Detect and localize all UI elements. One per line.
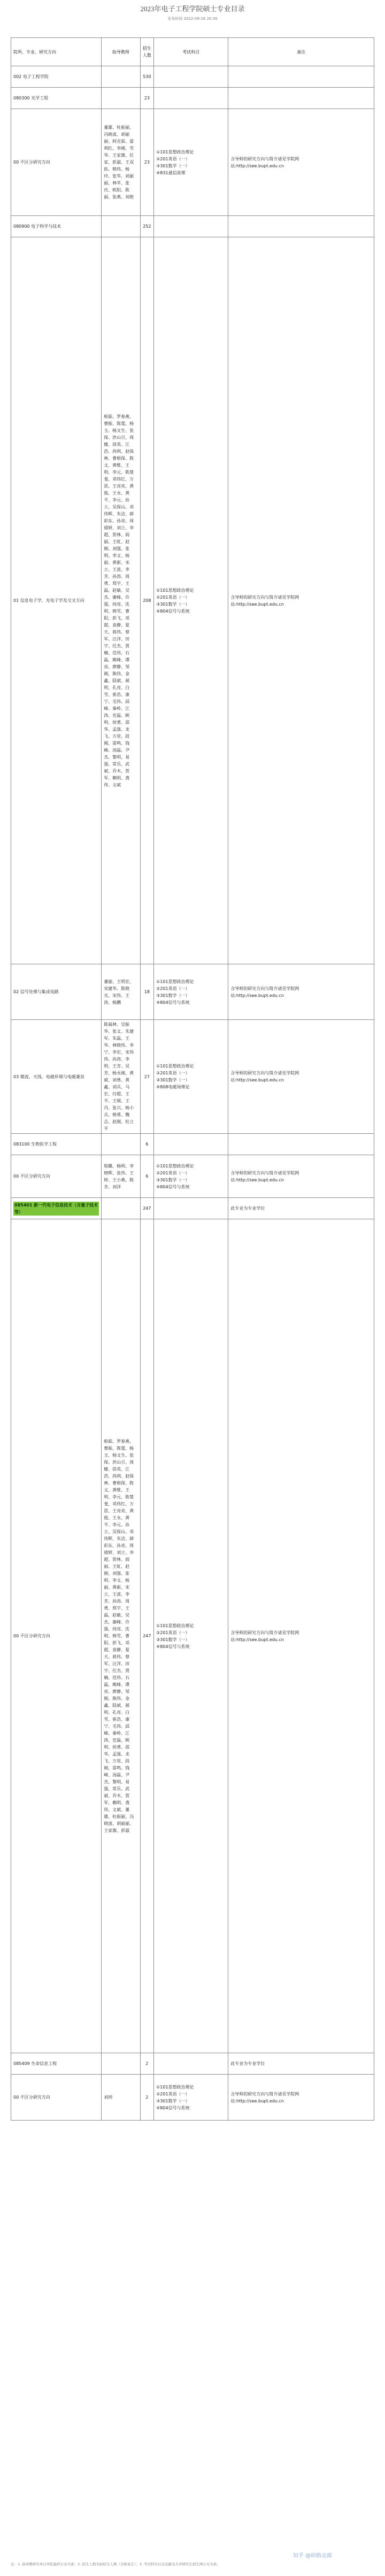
remark-line: 站:http://see.bupt.edu.cn: [230, 2098, 284, 2103]
column-header: 考试科目: [154, 38, 228, 66]
enrollment-count-cell: 2: [140, 2075, 154, 2121]
table-row: [11, 1020, 374, 1134]
exam-subject-line: ④831通信原理: [156, 170, 186, 175]
tutor-list-cell: 刘玥: [102, 2075, 140, 2121]
tutor-list-cell: [102, 1134, 140, 1155]
enrollment-count-cell: 27: [140, 1020, 154, 1134]
tutor-list-cell: 程璐、杨明、李晓辉、张伟、王婷、王小燕、陈芳、刘洋: [102, 1155, 140, 1198]
table-row: [11, 1155, 374, 1198]
tutor-list-cell: [102, 2053, 140, 2075]
program-name-cell: [11, 1198, 102, 1219]
program-name-cell: 00 不区分研究方向: [11, 109, 102, 216]
exam-subject-line: ①101思想政治理论: [156, 1163, 194, 1169]
exam-subject-line: ④808电磁场理论: [156, 1085, 190, 1089]
remark-line: 站:http://see.bupt.edu.cn: [230, 1177, 284, 1182]
exam-subject-line: ④804信号与系统: [156, 1184, 190, 1189]
remarks-cell: [228, 964, 374, 1020]
exam-subjects-cell: [154, 964, 228, 1020]
page-title: 2023年电子工程学院硕士专业目录: [140, 5, 245, 13]
exam-subject-line: ②201英语（一）: [156, 1071, 190, 1076]
enrollment-count-cell: 530: [140, 66, 154, 88]
exam-subjects-cell: [154, 1020, 228, 1134]
remark-line: 站:http://see.bupt.edu.cn: [230, 1078, 284, 1082]
table-row: [11, 216, 374, 237]
tutor-list-cell: 董丽、王明宏、宋建华、陈晓光、宋伟、王涛、杨鹏: [102, 964, 140, 1020]
remarks-cell: [228, 88, 374, 109]
tutor-list-cell: 帕茹、罗春燕、曹振、陈霆、杨玉、杨文生、张保、洪山旦、周健、徐英、江浩、尚利、赵保林、曹根保、陈文、黄维、王明、李元、陈楚斐、邓伟红、万思、王亮亮、黄俊、王永、黄平、李元、孙立、吴保山、邓伟辉、朱洁、薛彩东、孙亮、周倩妍、刘立、李超、贺林、阎丽、王虹、赵刚、刘强、张明、李文、杨丽、黄新、宋立、王波、李芳、孙涛、周勇、郑宇、王磊、赵敏、吴杰、谢峰、许强、何亮、沈明、韩雪、曹阳、彭飞、邓超、袁静、夏天、蒋伟、蔡军、汪洋、田宇、任杰、贾楠、范伟、石磊、姚峰、谭亮、廖静、邹刚、熊伟、金鑫、陆斌、郝明、孔亮、白雪、崔浩、康宁、毛伟、邱峰、秦岭、江涛、史磊、顾明、侯勇、邵华、孟强、龙飞、万里、段刚、雷鸣、钱峰、汤磊、尹杰、黎明、易强、常乐、武斌、乔木、贺军、赖明、龚伟、文斌、董雄、杜振丽、冯晓波、胡丽丽、王家旗、彭淑: [102, 1219, 140, 2053]
remark-line: 含导师的研究方向与简介请见学院网: [230, 986, 299, 991]
program-name-cell: 085409 生命信息工程: [11, 2053, 102, 2075]
remark-line: 含导师的研究方向与简介请见学院网: [230, 2091, 299, 2097]
table-row: [11, 2075, 374, 2121]
table-row: [11, 1198, 374, 1219]
exam-subject-line: ①101思想政治理论: [156, 149, 194, 154]
exam-subject-line: ②201英语（一）: [156, 1630, 190, 1635]
exam-subject-line: ③301数学（一）: [156, 1078, 190, 1082]
table-row: [11, 109, 374, 216]
tutor-list-cell: [102, 66, 140, 88]
footnote: 注：1. 指导教师名单以学院最终公布为准；2. 招生人数为拟招生人数（含推免生）；3. 考试科目以北京邮电大学研究生招生网公布为准。: [11, 2562, 221, 2566]
remarks-cell: [228, 1198, 374, 1219]
table-row: [11, 88, 374, 109]
remarks-cell: [228, 2053, 374, 2075]
highlighted-program-name: 085401 新一代电子信息技术（含量子技术等）: [14, 1202, 98, 1214]
exam-subject-line: ③301数学（一）: [156, 601, 190, 607]
remark-line: 含导师的研究方向与简介请见学院网: [230, 594, 299, 600]
enrollment-count-cell: 247: [140, 1198, 154, 1219]
tutor-list-cell: [102, 88, 140, 109]
enrollment-count-cell: 23: [140, 88, 154, 109]
table-row: [11, 2053, 374, 2075]
remarks-cell: [228, 1155, 374, 1198]
remarks-cell: [228, 66, 374, 88]
exam-subject-line: ②201英语（一）: [156, 156, 190, 161]
program-name-cell: 03 微波、天线、电磁环境与电磁兼容: [11, 1020, 102, 1134]
exam-subject-line: ③301数学（一）: [156, 1177, 190, 1182]
exam-subject-line: ①101思想政治理论: [156, 2084, 194, 2090]
table-header-row: [11, 38, 374, 66]
column-header: 院所、专业、研究方向: [11, 38, 102, 66]
catalog-table: [11, 37, 374, 2121]
table-row: [11, 237, 374, 964]
remark-line: 含导师的研究方向与简介请见学院网: [230, 1170, 299, 1175]
table-row: [11, 964, 374, 1020]
remark-line: 站:http://see.bupt.edu.cn: [230, 163, 284, 168]
exam-subject-line: ②201英语（一）: [156, 594, 190, 600]
exam-subject-line: ③301数学（一）: [156, 163, 190, 168]
enrollment-count-cell: 18: [140, 964, 154, 1020]
column-header: 指导教师: [102, 38, 140, 66]
program-name-cell: 00 不区分研究方向: [11, 1155, 102, 1198]
exam-subject-line: ①101思想政治理论: [156, 1064, 194, 1069]
exam-subject-line: ③301数学（一）: [156, 993, 190, 998]
remarks-cell: [228, 237, 374, 964]
watermark-text: 知乎 @研路北邮: [293, 2553, 333, 2559]
remark-line: 含导师的研究方向与简介请见学院网: [230, 156, 299, 161]
remarks-cell: [228, 2075, 374, 2121]
exam-subjects-cell: [154, 1155, 228, 1198]
enrollment-count-cell: 247: [140, 1219, 154, 2053]
exam-subject-line: ②201英语（一）: [156, 2091, 190, 2097]
remarks-cell: [228, 216, 374, 237]
program-name-cell: 00 不区分研究方向: [11, 1219, 102, 2053]
exam-subject-line: ②201英语（一）: [156, 1170, 190, 1175]
exam-subject-line: ③301数学（一）: [156, 1637, 190, 1642]
exam-subjects-cell: [154, 2053, 228, 2075]
program-name-cell: 080900 电子科学与技术: [11, 216, 102, 237]
exam-subjects-cell: [154, 109, 228, 216]
exam-subject-line: ④804信号与系统: [156, 1000, 190, 1005]
exam-subject-line: ③301数学（一）: [156, 2098, 190, 2103]
enrollment-count-cell: 2: [140, 2053, 154, 2075]
exam-subjects-cell: [154, 216, 228, 237]
exam-subject-line: ①101思想政治理论: [156, 1623, 194, 1628]
table-row: [11, 66, 374, 88]
exam-subjects-cell: [154, 237, 228, 964]
table-row: [11, 1134, 374, 1155]
remark-line: 站:http://see.bupt.edu.cn: [230, 601, 284, 607]
remark-line: 含导师的研究方向与简介请见学院网: [230, 1071, 299, 1076]
tutor-list-cell: 陈福林、吴振华、张文、朱建军、朱磊、王华、林晓伟、李宁、李宏、宋伟伟、孙涛、李明、王芳、吴芳、杨永刚、黄斌、刘勇、黄鑫、刘兵、马宏、付超、王平、王刚、王丹、张兴、杨小兵、韩勇、魏志、赵刚、杜立平: [102, 1020, 140, 1134]
remark-line: 含导师的研究方向与简介请见学院网: [230, 1630, 299, 1635]
remarks-cell: [228, 1219, 374, 2053]
exam-subjects-cell: [154, 88, 228, 109]
exam-subject-line: ①101思想政治理论: [156, 587, 194, 593]
remark-line: 站:http://see.bupt.edu.cn: [230, 993, 284, 998]
column-header: 备注: [228, 38, 374, 66]
enrollment-count-cell: 208: [140, 237, 154, 964]
exam-subject-line: ④804信号与系统: [156, 2105, 190, 2110]
remarks-cell: [228, 1020, 374, 1134]
remark-line: 此专业为专业学位: [230, 1206, 265, 1211]
remarks-cell: [228, 1134, 374, 1155]
enrollment-count-cell: 6: [140, 1134, 154, 1155]
enrollment-count-cell: 6: [140, 1155, 154, 1198]
enrollment-count-cell: 252: [140, 216, 154, 237]
exam-subjects-cell: [154, 1198, 228, 1219]
remark-line: 此专业为专业学位: [230, 2061, 265, 2066]
exam-subject-line: ④804信号与系统: [156, 608, 190, 614]
remarks-cell: [228, 109, 374, 216]
program-name-cell: 002 电子工程学院: [11, 66, 102, 88]
exam-subjects-cell: [154, 2075, 228, 2121]
remark-line: 站:http://see.bupt.edu.cn: [230, 1637, 284, 1642]
program-name-cell: 00 不区分研究方向: [11, 2075, 102, 2121]
exam-subject-line: ②201英语（一）: [156, 986, 190, 991]
exam-subjects-cell: [154, 1134, 228, 1155]
page-subtitle: 发布时间 2022-09-16 20:30: [167, 17, 218, 21]
tutor-list-cell: 董雄、杜振丽、冯晓波、胡丽丽、阿克茹、晏利红、李刚、雪华、王家旗、任家、彭淑、王双拓、韩伟、杨玲、张华、刘丽丽、林苹、张庆、欧阳、陈丽、张燕、刘艳: [102, 109, 140, 216]
enrollment-count-cell: 23: [140, 109, 154, 216]
program-name-cell: 080300 光学工程: [11, 88, 102, 109]
program-name-cell: 01 信息电子学、光电子学及交叉方向: [11, 237, 102, 964]
table-row: [11, 1219, 374, 2053]
exam-subjects-cell: [154, 66, 228, 88]
exam-subject-line: ④804信号与系统: [156, 1644, 190, 1649]
column-header: 招生人数: [140, 38, 154, 66]
tutor-list-cell: [102, 216, 140, 237]
tutor-list-cell: [102, 1198, 140, 1219]
tutor-list-cell: 帕茹、罗春燕、曹振、陈霆、杨玉、杨文生、张保、洪山旦、周健、徐英、江浩、尚利、赵保林、曹根保、陈文、黄维、王明、李元、陈楚斐、邓伟红、万思、王亮亮、黄俊、王永、黄平、李元、孙立、吴保山、邓伟辉、朱洁、薛彩东、孙亮、周倩妍、刘立、李超、贺林、阎丽、王虹、赵刚、刘强、张明、李文、杨丽、黄新、宋立、王波、李芳、孙涛、周勇、郑宇、王磊、赵敏、吴杰、谢峰、许强、何亮、沈明、韩雪、曹阳、彭飞、邓超、袁静、夏天、蒋伟、蔡军、汪洋、田宇、任杰、贾楠、范伟、石磊、姚峰、谭亮、廖静、邹刚、熊伟、金鑫、陆斌、郝明、孔亮、白雪、崔浩、康宁、毛伟、邱峰、秦岭、江涛、史磊、顾明、侯勇、邵华、孟强、龙飞、万里、段刚、雷鸣、钱峰、汤磊、尹杰、黎明、易强、常乐、武斌、乔木、贺军、赖明、龚伟、文斌: [102, 237, 140, 964]
exam-subjects-cell: [154, 1219, 228, 2053]
program-name-cell: 083100 生物医学工程: [11, 1134, 102, 1155]
program-name-cell: 02 信号处理与集成电路: [11, 964, 102, 1020]
exam-subject-line: ①101思想政治理论: [156, 979, 194, 984]
